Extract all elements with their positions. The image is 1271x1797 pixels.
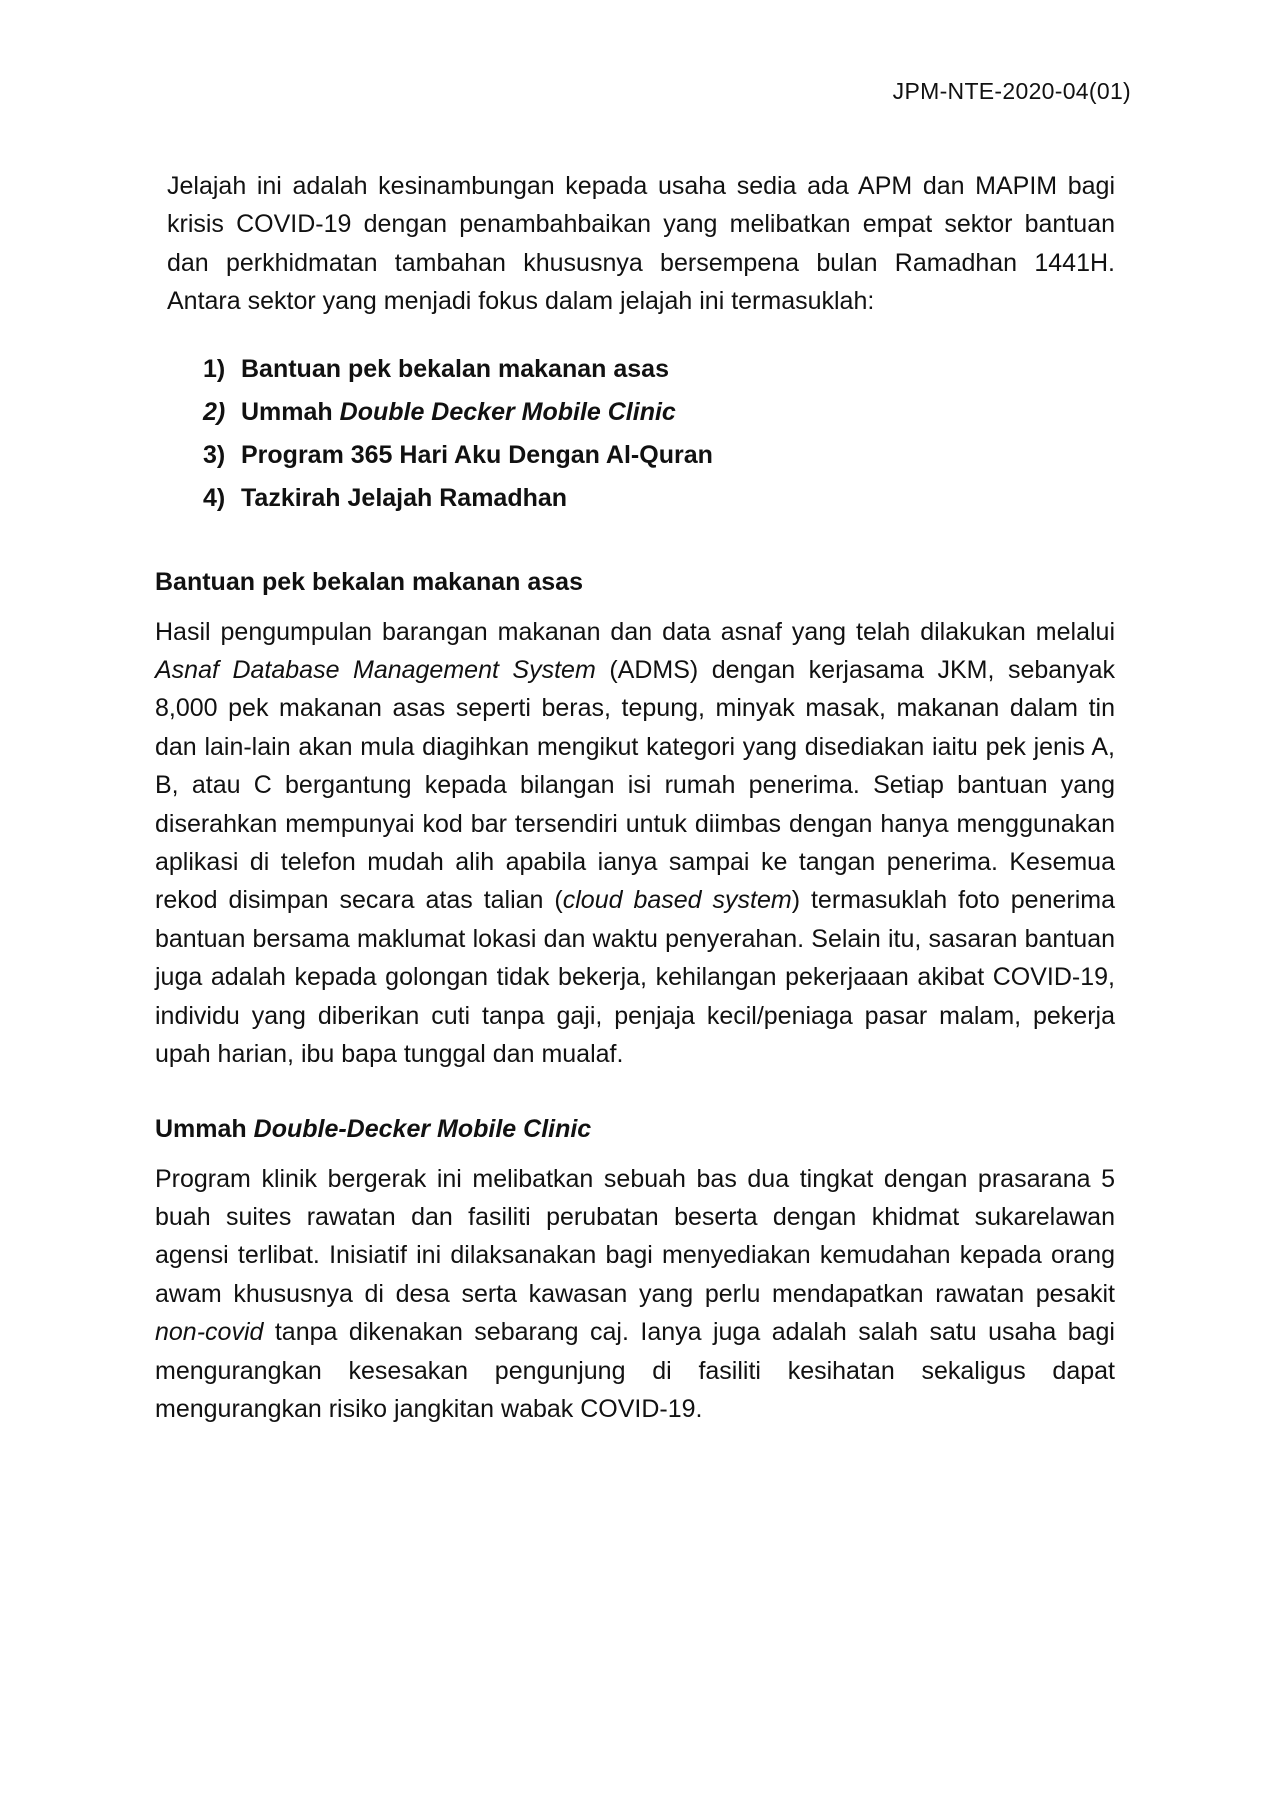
list-text-italic: Double Decker Mobile Clinic — [339, 397, 676, 426]
paragraph-italic: non-covid — [155, 1318, 264, 1347]
paragraph-italic: cloud based system — [562, 886, 792, 915]
section-heading-mobile-clinic — [155, 1110, 1115, 1148]
list-number: 2) — [203, 397, 226, 426]
list-number: 1) — [203, 354, 226, 383]
paragraph-text: ) termasuklah foto penerima bantuan bersama maklumat lokasi dan waktu penyerahan. Selain itu, sasaran bantuan juga adalah kepada golongan tidak bekerja, kehilangan pekerjaaan akibat COVID-19, individu yang diberikan cuti tanpa gaji, penjaja kecil/peniaga pasar malam, pekerja upah harian, ibu bapa tunggal dan mualaf. — [155, 886, 1115, 1069]
paragraph-text: (ADMS) dengan kerjasama JKM, sebanyak 8,000 pek makanan asas seperti beras, tepung, minyak masak, makanan dalam tin dan lain-lain akan mula diagihkan mengikut kategori yang disediakan iaitu pek jenis A, B, atau C bergantung kepada bilangan isi rumah penerima. Setiap bantuan yang diserahkan mempunyai kod bar tersendiri untuk diimbas dengan hanya menggunakan aplikasi di telefon mudah alih apabila ianya sampai ke tangan penerima. Kesemua rekod disimpan secara atas talian ( — [155, 656, 1115, 915]
mobile-clinic-paragraph — [155, 1160, 1115, 1429]
list-text: Program 365 Hari Aku Dengan Al-Quran — [241, 440, 713, 469]
list-item — [203, 391, 1115, 434]
food-aid-paragraph — [155, 613, 1115, 1074]
list-item — [203, 434, 1115, 477]
sector-list — [155, 348, 1115, 520]
paragraph-text: Program klinik bergerak ini melibatkan sebuah bas dua tingkat dengan prasarana 5 buah suites rawatan dan fasiliti perubatan beserta dengan khidmat sukarelawan agensi terlibat. Inisiatif ini dilaksanakan bagi menyediakan kemudahan kepada orang awam khususnya di desa serta kawasan yang perlu mendapatkan rawatan pesakit — [155, 1164, 1115, 1308]
heading-text: Ummah — [155, 1114, 254, 1143]
paragraph-text: tanpa dikenakan sebarang caj. Ianya juga adalah salah satu usaha bagi mengurangkan kesesakan pengunjung di fasiliti kesihatan sekaligus dapat mengurangkan risiko jangkitan wabak COVID-19. — [155, 1318, 1115, 1423]
list-number: 3) — [203, 440, 226, 469]
heading-italic: Double-Decker Mobile Clinic — [253, 1114, 592, 1143]
document-body — [155, 167, 1115, 1428]
document-reference: JPM-NTE-2020-04(01) — [892, 78, 1131, 104]
list-number: 4) — [203, 483, 226, 512]
list-item — [203, 348, 1115, 391]
section-heading-food-aid: Bantuan pek bekalan makanan asas — [155, 567, 583, 596]
paragraph-italic: Asnaf Database Management System — [155, 656, 596, 685]
list-item — [203, 477, 1115, 520]
list-text-prefix: Ummah — [241, 397, 340, 426]
paragraph-text: Hasil pengumpulan barangan makanan dan data asnaf yang telah dilakukan melalui — [155, 617, 1115, 646]
list-text: Bantuan pek bekalan makanan asas — [241, 354, 669, 383]
list-text: Tazkirah Jelajah Ramadhan — [241, 483, 568, 512]
intro-paragraph: Jelajah ini adalah kesinambungan kepada usaha sedia ada APM dan MAPIM bagi krisis COVID-19 dengan penambahbaikan yang melibatkan empat sektor bantuan dan perkhidmatan tambahan khususnya bersempena bulan Ramadhan 1441H. Antara sektor yang menjadi fokus dalam jelajah ini termasuklah: — [167, 172, 1115, 316]
